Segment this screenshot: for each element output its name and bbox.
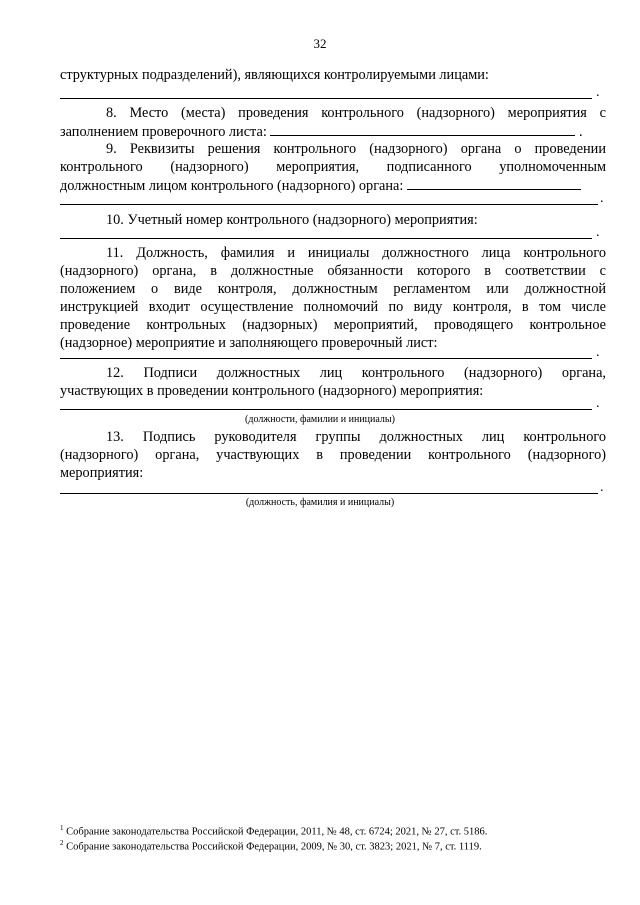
item-8-line-2 [60, 122, 606, 141]
item-10-line: 10. Учетный номер контрольного (надзорного) мероприятия: [106, 212, 478, 228]
footnote-text: Собрание законодательства Российской Федерации, 2009, № 30, ст. 3823; 2021, № 7, ст. 1119. [66, 841, 482, 853]
blank-field[interactable] [60, 238, 592, 239]
period: . [600, 480, 604, 495]
footnote-mark: 1 [60, 824, 64, 832]
item-9-line-1: 9. Реквизиты решения контрольного (надзорного) органа о проведении [106, 141, 606, 157]
item-9-line-2: контрольного (надзорного) мероприятия, подписанного уполномоченным [60, 159, 606, 175]
footnote-2 [60, 837, 482, 854]
item-13-line-2: (надзорного) органа, участвующих в проведении контрольного (надзорного) [60, 447, 606, 463]
item-11-line-5: проведение контрольных (надзорных) мероприятий, проводящего контрольное [60, 317, 606, 333]
blank-field[interactable] [407, 176, 581, 190]
item-9-text: должностным лицом контрольного (надзорного) органа: [60, 178, 404, 194]
field-caption: (должность, фамилия и инициалы) [245, 497, 395, 508]
period: . [596, 85, 600, 100]
item-11-line-2: (надзорного) органа, в должностные обязанности которого в соответствии с [60, 263, 606, 279]
blank-field[interactable] [270, 122, 575, 136]
period: . [596, 396, 600, 411]
item-9-line-3 [60, 176, 606, 195]
item-8-line-1: 8. Место (места) проведения контрольного (надзорного) мероприятия с [106, 105, 606, 121]
signature-field[interactable] [60, 493, 598, 494]
item-11-line-1: 11. Должность, фамилия и инициалы должностного лица контрольного [106, 245, 606, 261]
item-12-line-2: участвующих в проведении контрольного (надзорного) мероприятия: [60, 383, 484, 399]
blank-field[interactable] [60, 358, 592, 359]
item-11-line-3: положением о виде контроля, должностным регламентом или должностной [60, 281, 606, 297]
item-8-text: заполнением проверочного листа: [60, 124, 267, 140]
page-number: 32 [313, 36, 327, 51]
item-13-line-3: мероприятия: [60, 465, 144, 481]
period: . [596, 225, 600, 240]
blank-field[interactable] [60, 204, 598, 205]
item-11-line-6: (надзорное) мероприятие и заполняющего проверочный лист: [60, 335, 438, 351]
field-caption: (должности, фамилии и инициалы) [245, 414, 395, 425]
item-11-line-4: инструкцией входит осуществление полномочий по виду контроля, в том числе [60, 299, 606, 315]
item-12-line-1: 12. Подписи должностных лиц контрольного (надзорного) органа, [106, 365, 606, 381]
blank-field[interactable] [60, 98, 592, 99]
signature-field[interactable] [60, 409, 592, 410]
footnote-mark: 2 [60, 839, 64, 847]
period: . [600, 191, 604, 206]
text-line: структурных подразделений), являющихся контролируемыми лицами: [60, 67, 489, 83]
footnote-text: Собрание законодательства Российской Федерации, 2011, № 48, ст. 6724; 2021, № 27, ст. 5186. [66, 826, 488, 838]
item-13-line-1: 13. Подпись руководителя группы должностных лиц контрольного [106, 429, 606, 445]
period: . [578, 124, 583, 140]
period: . [596, 345, 600, 360]
